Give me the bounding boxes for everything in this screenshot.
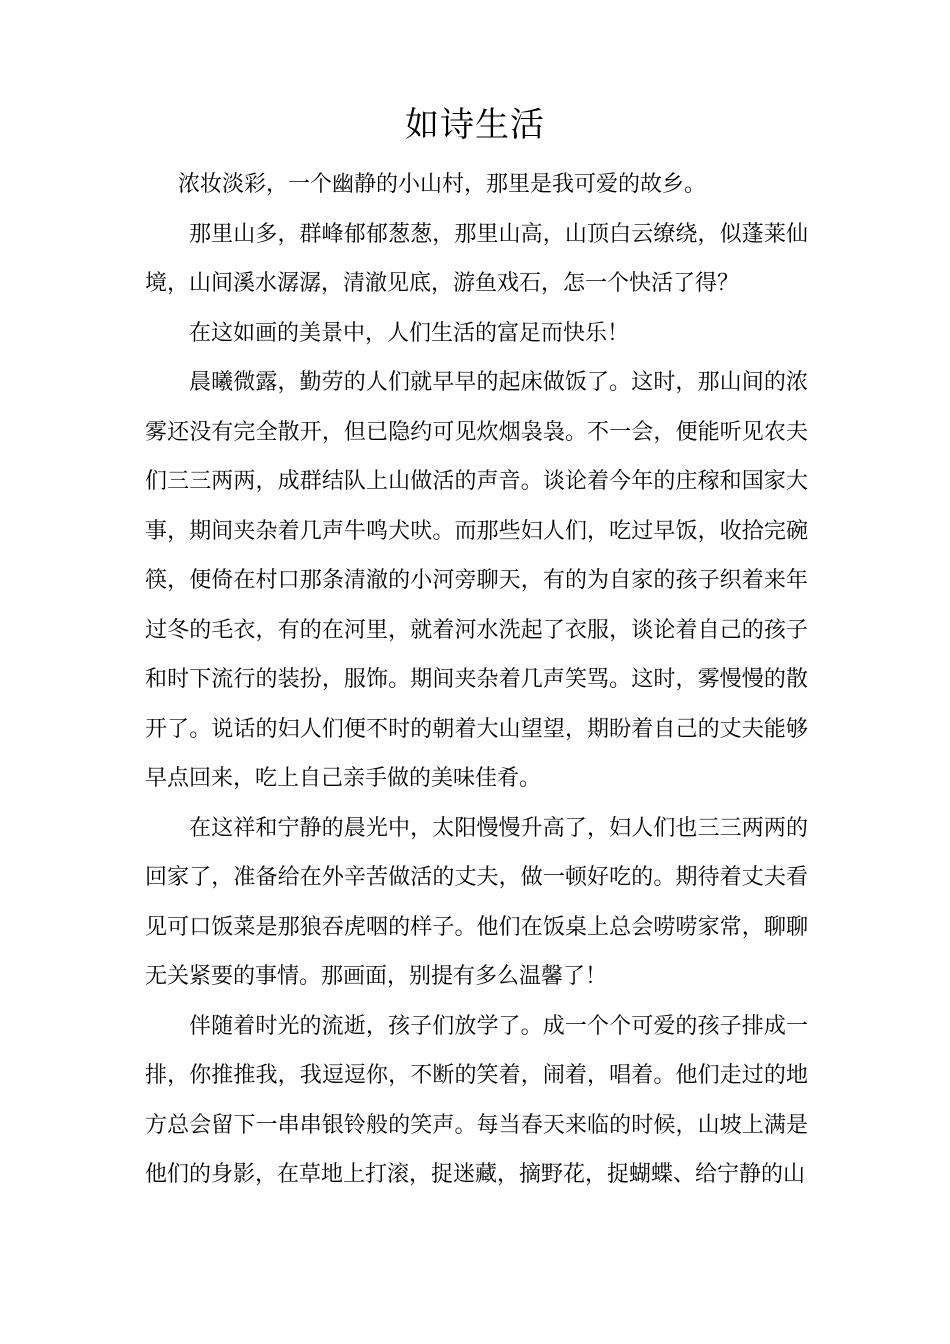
paragraph-3: 在这如画的美景中，人们生活的富足而快乐！ [189, 320, 630, 346]
document-body [145, 160, 808, 1200]
paragraph-6: 伴随着时光的流逝，孩子们放学了。成一个个可爱的孩子排成一排，你推推我，我逗逗你，不断的笑着，闹着，唱着。他们走过的地方总会留下一串串银铃般的笑声。每当春天来临的时候，山坡上满是他们的身影，在草地上打滚，捉迷藏，摘野花，捉蝴蝶、给宁静的山 [145, 1013, 808, 1187]
paragraph-2: 那里山多，群峰郁郁葱葱，那里山高，山顶白云缭绕，似蓬莱仙境，山间溪水潺潺，清澈见底，游鱼戏石，怎一个快活了得？ [145, 221, 808, 296]
document-title: 如诗生活 [405, 105, 545, 145]
paragraph-4: 晨曦微露，勤劳的人们就早早的起床做饭了。这时，那山间的浓雾还没有完全散开，但已隐约可见炊烟袅袅。不一会，便能听见农夫们三三两两，成群结队上山做活的声音。谈论着今年的庄稼和国家大事，期间夹杂着几声牛鸣犬吠。而那些妇人们，吃过早饭，收拾完碗筷，便倚在村口那条清澈的小河旁聊天，有的为自家的孩子织着来年过冬的毛衣，有的在河里，就着河水洗起了衣服，谈论着自己的孩子和时下流行的装扮，服饰。期间夹杂着几声笑骂。这时，雾慢慢的散开了。说话的妇人们便不时的朝着大山望望，期盼着自己的丈夫能够早点回来，吃上自己亲手做的美味佳肴。 [145, 370, 808, 791]
paragraph-5: 在这祥和宁静的晨光中，太阳慢慢升高了，妇人们也三三两两的回家了，准备给在外辛苦做活的丈夫，做一顿好吃的。期待着丈夫看见可口饭菜是那狼吞虎咽的样子。他们在饭桌上总会唠唠家常，聊聊无关紧要的事情。那画面，别提有多么温馨了！ [145, 815, 808, 989]
paragraph-1: 浓妆淡彩，一个幽静的小山村，那里是我可爱的故乡。 [178, 172, 707, 197]
